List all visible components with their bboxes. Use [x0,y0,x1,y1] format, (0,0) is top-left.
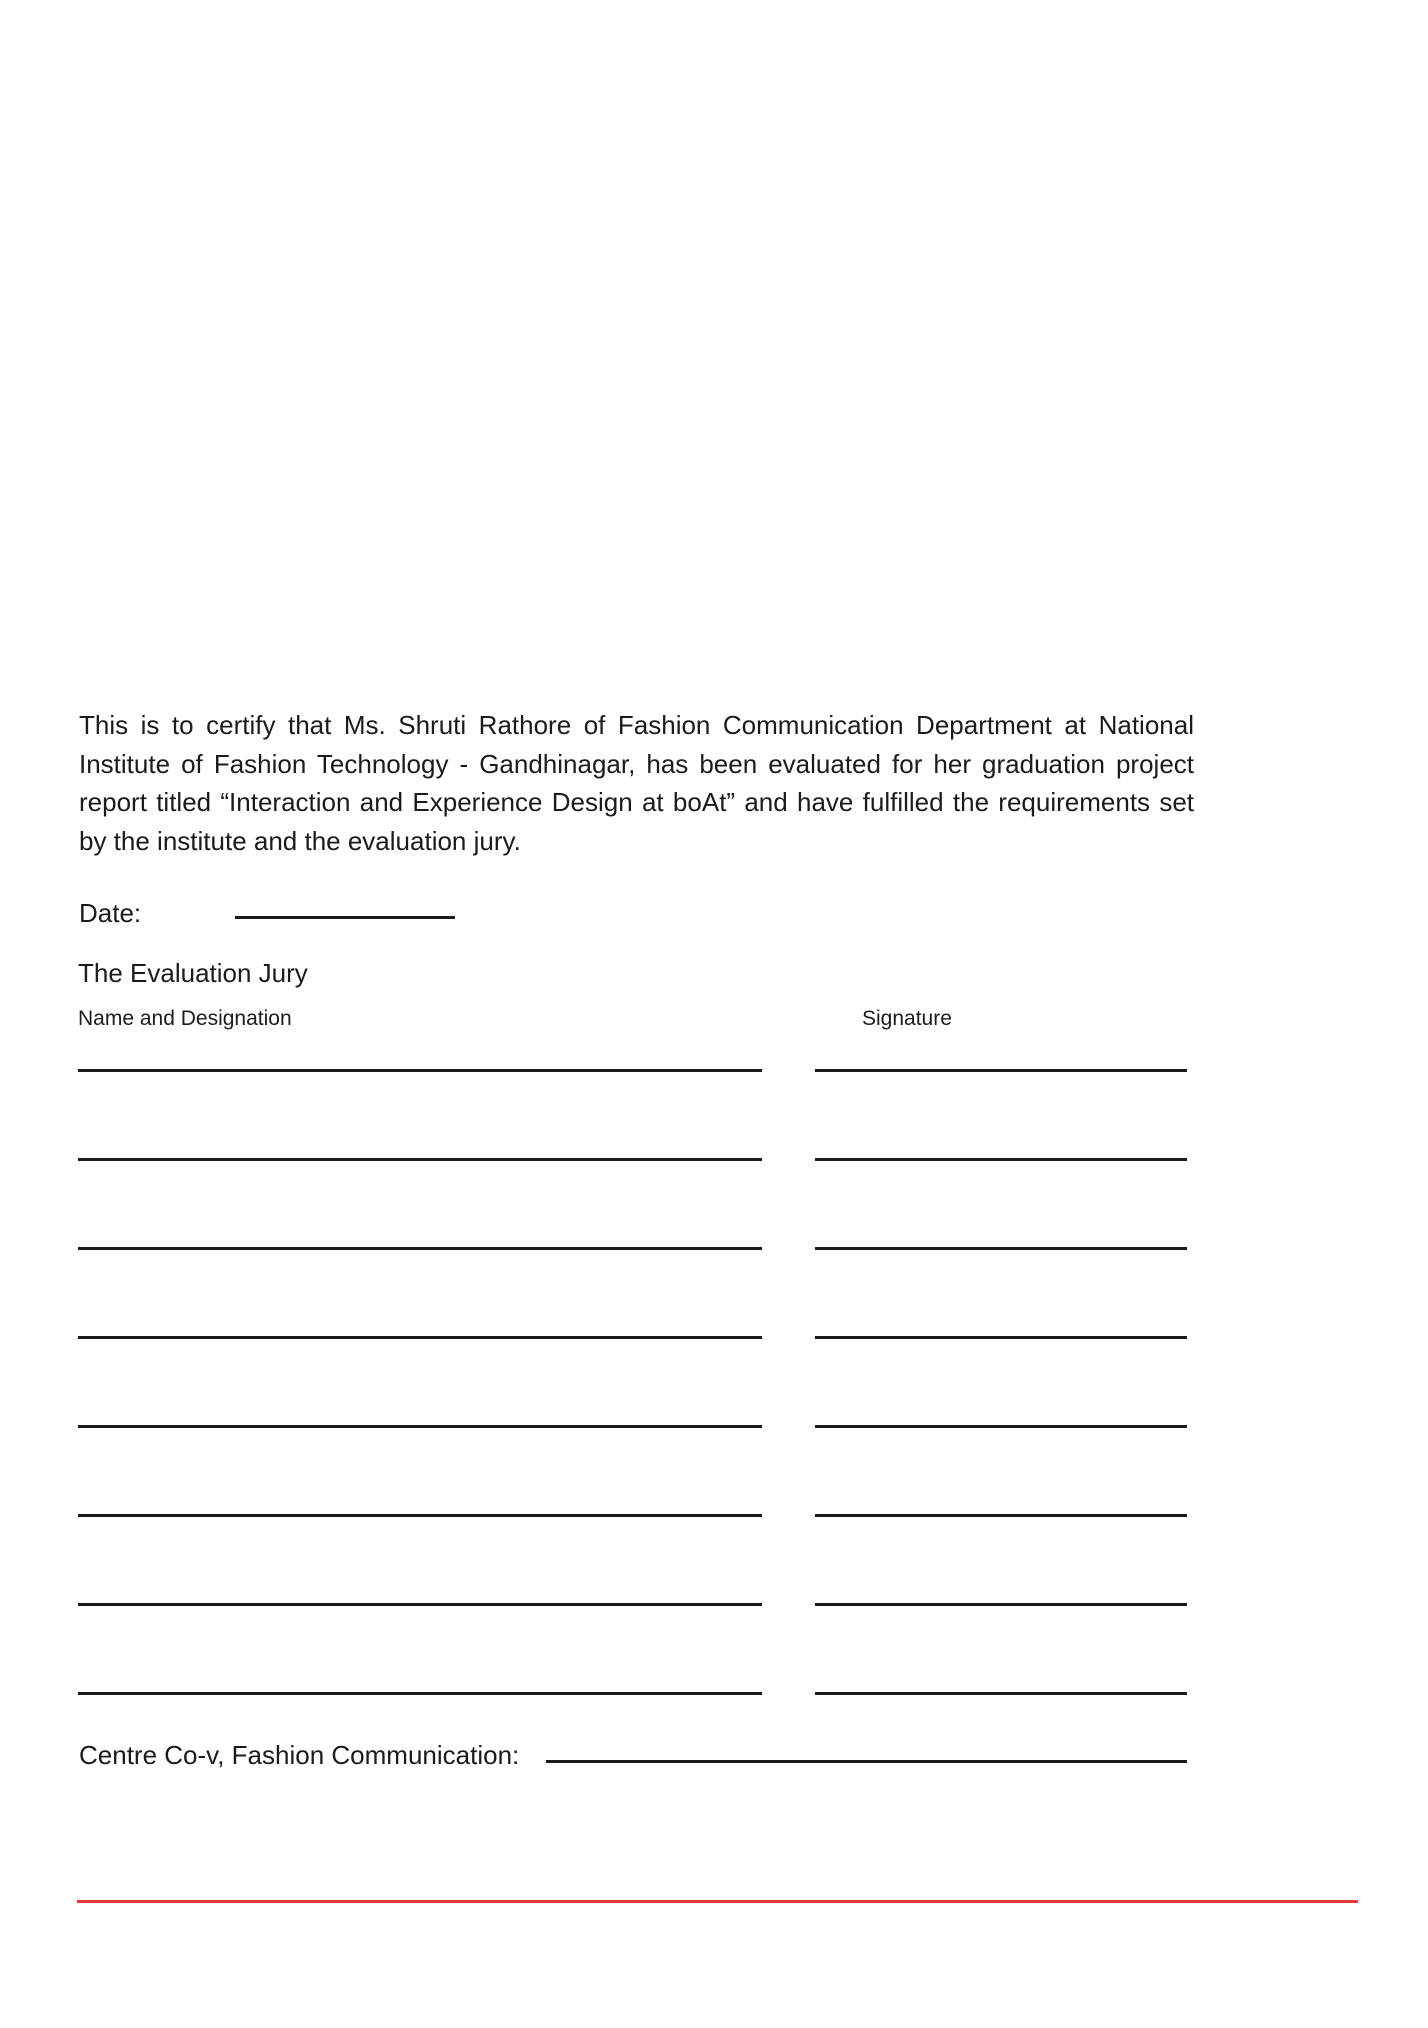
jury-title: The Evaluation Jury [78,958,308,988]
date-label: Date: [79,898,142,928]
centre-coordinator-signature-line[interactable] [546,1760,1187,1763]
date-signature-line[interactable] [235,916,455,919]
certification-statement: This is to certify that Ms. Shruti Rathore of Fashion Communication Department at National Institute of Fashion Technology - Gandhinagar, has been evaluated for her graduation project report titled “Interaction and Experience Design at boAt” and have fulfilled the requirements set by the institute and the evaluation jury. [79,710,1194,856]
centre-coordinator-label: Centre Co-v, Fashion Communication: [79,1740,520,1770]
jury-signature-line-8[interactable] [815,1692,1187,1695]
jury-signature-line-2[interactable] [815,1158,1187,1161]
jury-signature-line-4[interactable] [815,1336,1187,1339]
jury-name-line-1[interactable] [78,1069,762,1072]
name-designation-header: Name and Designation [78,1007,292,1030]
jury-name-line-7[interactable] [78,1603,762,1606]
jury-signature-line-6[interactable] [815,1514,1187,1517]
jury-name-line-8[interactable] [78,1692,762,1695]
signature-header: Signature [862,1007,952,1030]
jury-name-line-3[interactable] [78,1247,762,1250]
jury-signature-line-1[interactable] [815,1069,1187,1072]
jury-signature-line-7[interactable] [815,1603,1187,1606]
jury-name-line-4[interactable] [78,1336,762,1339]
jury-signature-line-3[interactable] [815,1247,1187,1250]
jury-signature-line-5[interactable] [815,1425,1187,1428]
date-field [79,888,141,928]
jury-name-line-5[interactable] [78,1425,762,1428]
footer-divider [77,1900,1358,1903]
jury-name-line-2[interactable] [78,1158,762,1161]
jury-name-line-6[interactable] [78,1514,762,1517]
